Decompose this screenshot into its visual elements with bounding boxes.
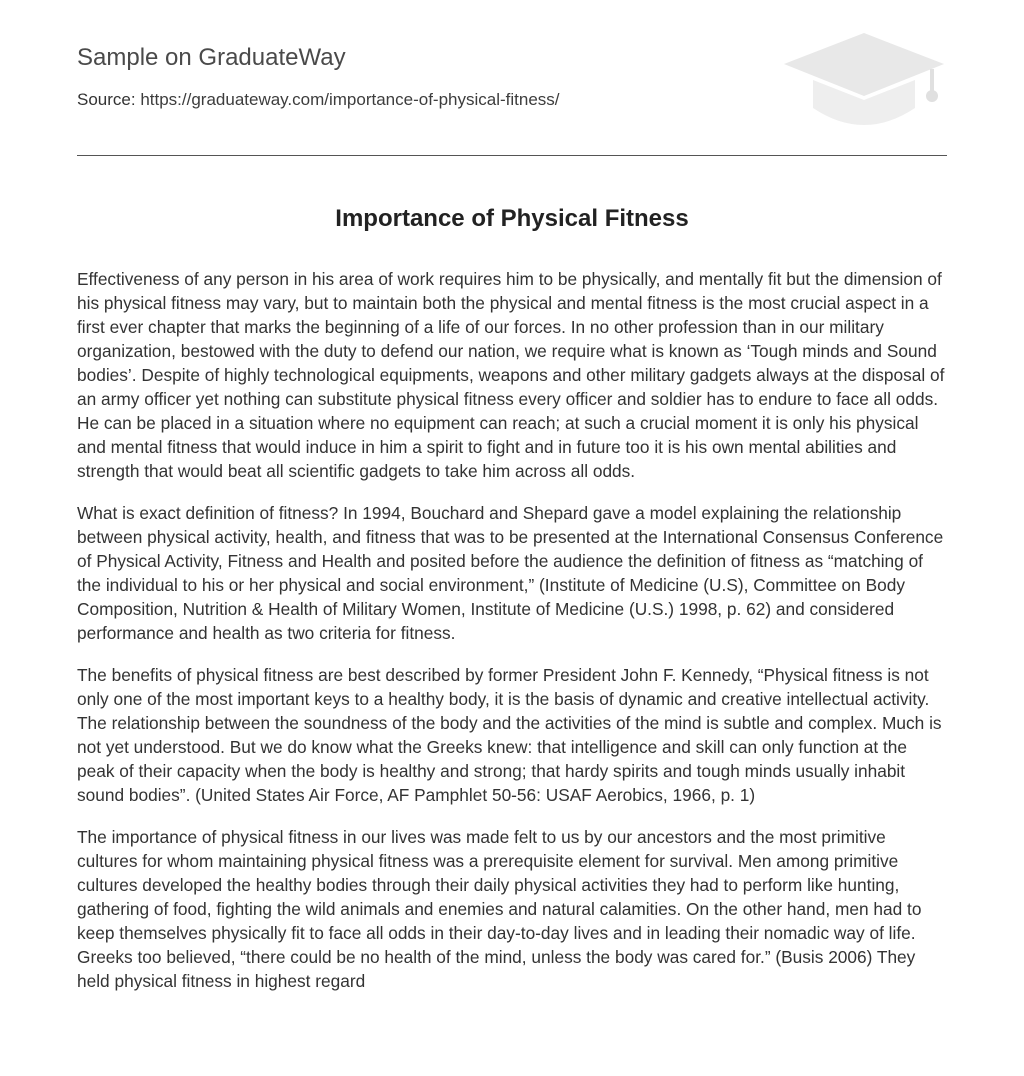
paragraph: The importance of physical fitness in our lives was made felt to us by our ancestors and the most primitive cultures for whom maintaining physical fitness was a prerequisite element for survival. Men among primitive cultures developed the healthy bodies through their daily physical activities they had to perform like hunting, gathering of food, fighting the wild animals and enemies and natural calamities. On the other hand, men had to keep themselves physically fit to face all odds in their day-to-day lives and in leading their nomadic way of life. Greeks too believed, “there could be no health of the mind, unless the body was cared for.” (Busis 2006) They held physical fitness in highest regard [77, 827, 922, 991]
document-title: Importance of Physical Fitness [335, 205, 689, 232]
source-link[interactable]: https://graduateway.com/importance-of-physical-fitness/ [140, 90, 560, 109]
source-label: Source: [77, 90, 141, 109]
document-body [77, 267, 947, 1011]
source-line [77, 90, 560, 110]
header-divider [77, 155, 947, 156]
page-header [77, 0, 947, 156]
graduation-cap-icon [781, 30, 947, 134]
paragraph: The benefits of physical fitness are best described by former President John F. Kennedy, “Physical fitness is not only one of the most important keys to a healthy body, it is the basis of dynamic and creative intellectual activity. The relationship between the soundness of the body and the activities of the mind is subtle and complex. Much is not yet understood. But we do know what the Greeks knew: that intelligence and skill can only function at the peak of their capacity when the body is healthy and strong; that hardy spirits and tough minds usually inhabit sound bodies”. (United States Air Force, AF Pamphlet 50-56: USAF Aerobics, 1966, p. 1) [77, 665, 942, 805]
paragraph: What is exact definition of fitness? In 1994, Bouchard and Shepard gave a model explaining the relationship between physical activity, health, and fitness that was to be presented at the International Consensus Conference of Physical Activity, Fitness and Health and posited before the audience the definition of fitness as “matching of the individual to his or her physical and social environment,” (Institute of Medicine (U.S), Committee on Body Composition, Nutrition & Health of Military Women, Institute of Medicine (U.S.) 1998, p. 62) and considered performance and health as two criteria for fitness. [77, 503, 944, 643]
paragraph: Effectiveness of any person in his area of work requires him to be physically, and mentally fit but the dimension of his physical fitness may vary, but to maintain both the physical and mental fitness is the most crucial aspect in a first ever chapter that marks the beginning of a life of our forces. In no other profession than in our military organization, bestowed with the duty to defend our nation, we require what is known as ‘Tough minds and Sound bodies’. Despite of highly technological equipments, weapons and other military gadgets always at the disposal of an army officer yet nothing can substitute physical fitness every officer and soldier has to endure to face all odds. He can be placed in a situation where no equipment can reach; at such a crucial moment it is only his physical and mental fitness that would induce in him a spirit to fight and in future too it is his own mental abilities and strength that would beat all scientific gadgets to take him across all odds. [77, 269, 945, 481]
site-title: Sample on GraduateWay [77, 44, 346, 71]
